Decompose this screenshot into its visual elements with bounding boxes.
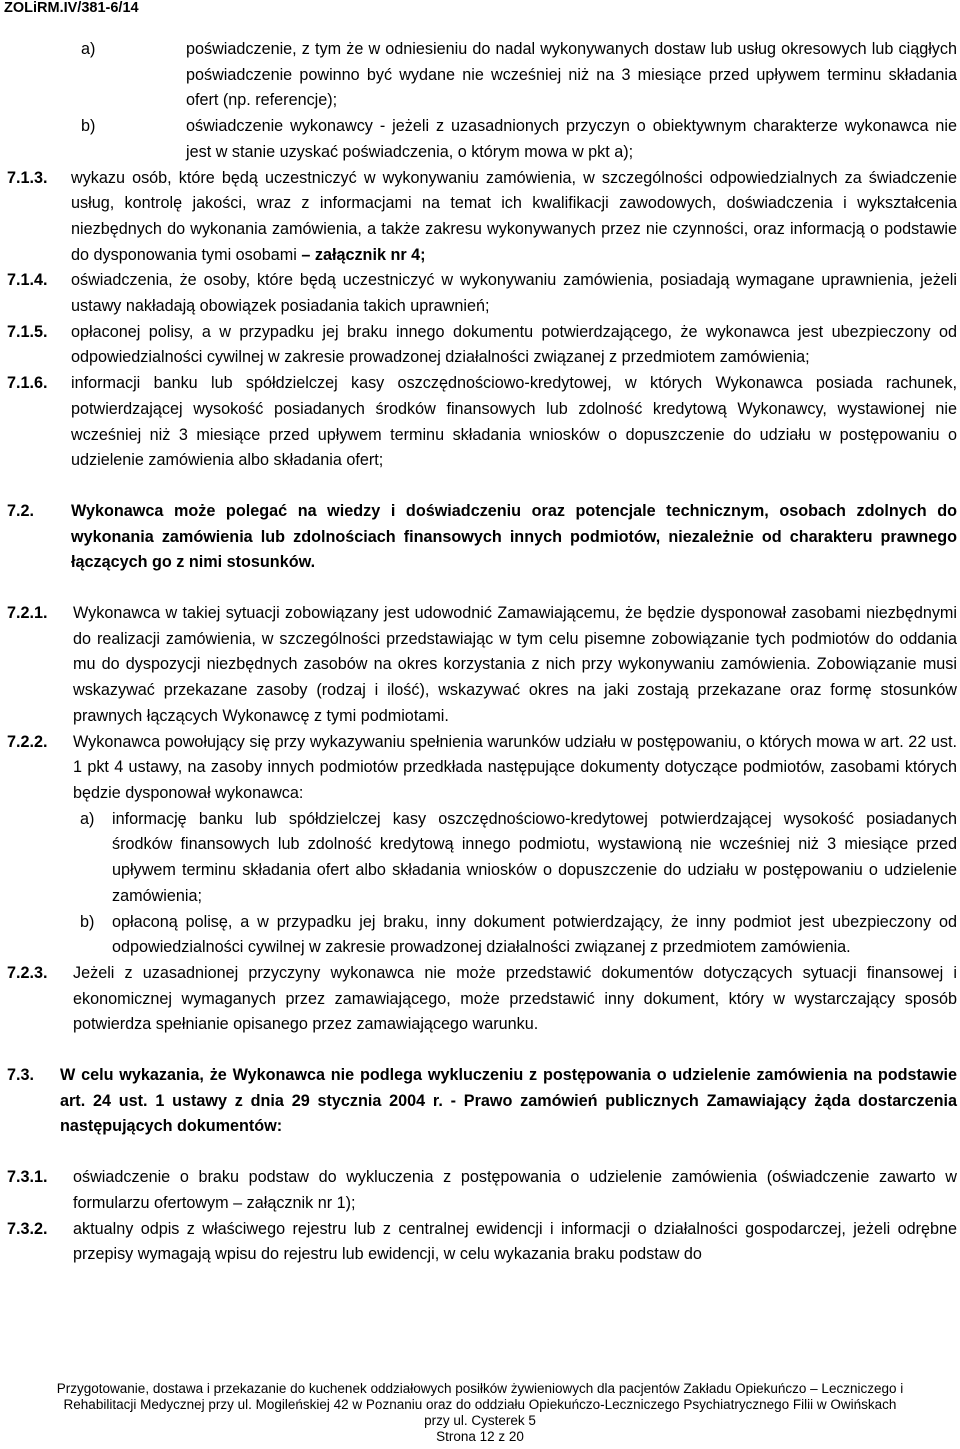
section-7-3-1 xyxy=(7,1165,957,1216)
footer-line-1: Przygotowanie, dostawa i przekazanie do kuchenek oddziałowych posiłków żywieniowych dla pacjentów Zakładu Opiekuńczo – Leczniczego i xyxy=(56,1381,904,1396)
section-number: 7.3.1. xyxy=(7,1168,48,1187)
section-7-3 xyxy=(7,1063,957,1140)
section-number: 7.2.3. xyxy=(7,963,48,982)
section-7-2 xyxy=(7,499,957,576)
section-text: Jeżeli z uzasadnionej przyczyny wykonawca nie może przedstawić dokumentów dotyczących sytuacji finansowej i ekonomicznej wymaganych przez zamawiającego, może przedstawić inny dokument, który w wystarczający sposób potwierdza spełnianie opisanego przez zamawiającego warunku. xyxy=(73,963,957,1034)
section-7-3-2 xyxy=(7,1217,957,1268)
section-number: 7.2. xyxy=(7,501,35,520)
footer-line-3: przy ul. Cysterek 5 xyxy=(424,1413,536,1428)
section-number: 7.1.3. xyxy=(7,168,48,187)
section-7-2-2 xyxy=(7,730,957,807)
section-heading: Wykonawca może polegać na wiedzy i doświadczeniu oraz potencjale technicznym, osobach zdolnych do wykonania zamówienia lub zdolnościach finansowych innych podmiotów, niezależnie od charakteru prawnego łączących go z nimi stosunków. xyxy=(71,501,957,572)
intro-item-b xyxy=(7,114,957,165)
section-text: Wykonawca powołujący się przy wykazywaniu spełnienia warunków udziału w postępowaniu, o których mowa w art. 22 ust. 1 pkt 4 ustawy, na zasoby innych podmiotów przedkłada następujące dokumenty dotyczące podmiotów, zasobami których będzie dysponował wykonawca: xyxy=(73,732,957,802)
intro-item-a xyxy=(7,37,957,114)
section-7-1-4 xyxy=(7,268,957,319)
section-7-2-2-item-b xyxy=(7,910,957,961)
footer-line-2: Rehabilitacji Medycznej przy ul. Mogileńskiej 42 w Poznaniu oraz do oddziału Opiekuńczo-Leczniczego Psychiatrycznego Filii w Owińskach xyxy=(63,1397,897,1412)
section-heading: W celu wykazania, że Wykonawca nie podlega wykluczeniu z postępowania o udzielenie zamówienia na podstawie art. 24 ust. 1 ustawy z dnia 29 stycznia 2004 r. - Prawo zamówień publicznych Zamawiający żąda dostarczenia następujących dokumentów: xyxy=(60,1066,957,1136)
section-7-1-5 xyxy=(7,320,957,371)
document-body xyxy=(7,37,957,1268)
section-text: oświadczenia, że osoby, które będą uczestniczyć w wykonywaniu zamówienia, posiadają wymagane uprawnienia, jeżeli ustawy nakładają obowiązek posiadania takich uprawnień; xyxy=(71,271,957,316)
section-text: oświadczenie o braku podstaw do wykluczenia z postępowania o udzielenie zamówienia (oświadczenie zawarto w formularzu ofertowym – załącznik nr 1); xyxy=(73,1168,957,1212)
item-text: oświadczenie wykonawcy - jeżeli z uzasadnionych przyczyn o obiektywnym charakterze wykonawca nie jest w stanie uzyskać poświadczenia, o którym mowa w pkt a); xyxy=(186,117,957,161)
section-7-2-1 xyxy=(7,601,957,730)
section-7-1-6 xyxy=(7,371,957,474)
section-number: 7.3. xyxy=(7,1066,35,1085)
section-7-1-3 xyxy=(7,166,957,269)
section-number: 7.1.5. xyxy=(7,322,48,341)
section-text: wykazu osób, które będą uczestniczyć w wykonywaniu zamówienia, w szczególności odpowiedzialnych za świadczenie usług, kontrolę jakości, wraz z informacjami na temat ich kwalifikacji zawodowych, doświadczenia i wykształcenia niezbędnych do wykonania zamówienia, a także zakresu wykonywanych przez nie czynności, oraz informacją o podstawie do dysponowania tymi osobami xyxy=(71,168,957,264)
attachment-reference: załącznik nr 4; xyxy=(314,245,426,264)
section-number: 7.2.1. xyxy=(7,604,48,623)
section-text: opłaconej polisy, a w przypadku jej braku innego dokumentu potwierdzającego, że wykonawca jest ubezpieczony od odpowiedzialności cywilnej w zakresie prowadzonej działalności związanej z przedmiotem zamówienia; xyxy=(71,322,957,367)
document-id: ZOLiRM.IV/381-6/14 xyxy=(4,0,139,16)
item-text: informację banku lub spółdzielczej kasy oszczędnościowo-kredytowej potwierdzającej wysokość posiadanych środków finansowych lub zdolność kredytową innego podmiotu, wystawioną nie wcześniej niż 3 miesiące przed upływem terminu składania ofert albo składania wniosków o dopuszczenie do udziału w postępowaniu o udzielenie zamówienia; xyxy=(112,809,957,905)
section-7-2-2-item-a xyxy=(7,807,957,910)
page-number: Strona 12 z 20 xyxy=(436,1429,524,1444)
section-number: 7.1.4. xyxy=(7,271,48,290)
item-text: opłaconą polisę, a w przypadku jej braku, inny dokument potwierdzający, że inny podmiot jest ubezpieczony od odpowiedzialności cywilnej w zakresie prowadzonej działalności związanej z przedmiotem zamówienia. xyxy=(112,912,957,957)
section-number: 7.1.6. xyxy=(7,374,48,393)
section-number: 7.2.2. xyxy=(7,732,48,751)
item-label: a) xyxy=(80,809,95,828)
item-label: a) xyxy=(81,40,96,58)
item-label: b) xyxy=(81,117,96,136)
item-label: b) xyxy=(80,912,95,931)
section-7-2-3 xyxy=(7,961,957,1038)
section-text: informacji banku lub spółdzielczej kasy oszczędnościowo-kredytowej, w których Wykonawca posiada rachunek, potwierdzającej wysokość posiadanych środków finansowych lub zdolność kredytową Wykonawcy, wystawionej nie wcześniej niż 3 miesiące przed upływem terminu składania wniosków o dopuszczenie do udziału w postępowaniu o udzielenie zamówienia albo składania ofert; xyxy=(71,374,957,470)
section-text: aktualny odpis z właściwego rejestru lub z centralnej ewidencji i informacji o działalności gospodarczej, jeżeli odrębne przepisy wymagają wpisu do rejestru lub ewidencji, w celu wykazania braku podstaw do xyxy=(73,1219,957,1264)
page-footer xyxy=(0,1381,960,1445)
section-text: Wykonawca w takiej sytuacji zobowiązany jest udowodnić Zamawiającemu, że będzie dysponował zasobami niezbędnymi do realizacji zamówienia, w szczególności przedstawiając w tym celu pisemne zobowiązanie tych podmiotów do oddania mu do dyspozycji niezbędnych zasobów na okres korzystania z nich przy wykonywaniu zamówienia. Zobowiązanie musi wskazywać przekazane zasoby (rodzaj i ilość), wskazywać okres na jaki zostają przekazane oraz formę stosunków prawnych łączących Wykonawcę z tymi podmiotami. xyxy=(73,604,957,725)
dash: – xyxy=(296,245,315,264)
section-number: 7.3.2. xyxy=(7,1219,48,1238)
item-text: poświadczenie, z tym że w odniesieniu do nadal wykonywanych dostaw lub usług okresowych lub ciągłych poświadczenie powinno być wydane nie wcześniej niż na 3 miesiące przed upływem terminu składania ofert (np. referencje); xyxy=(186,40,957,110)
